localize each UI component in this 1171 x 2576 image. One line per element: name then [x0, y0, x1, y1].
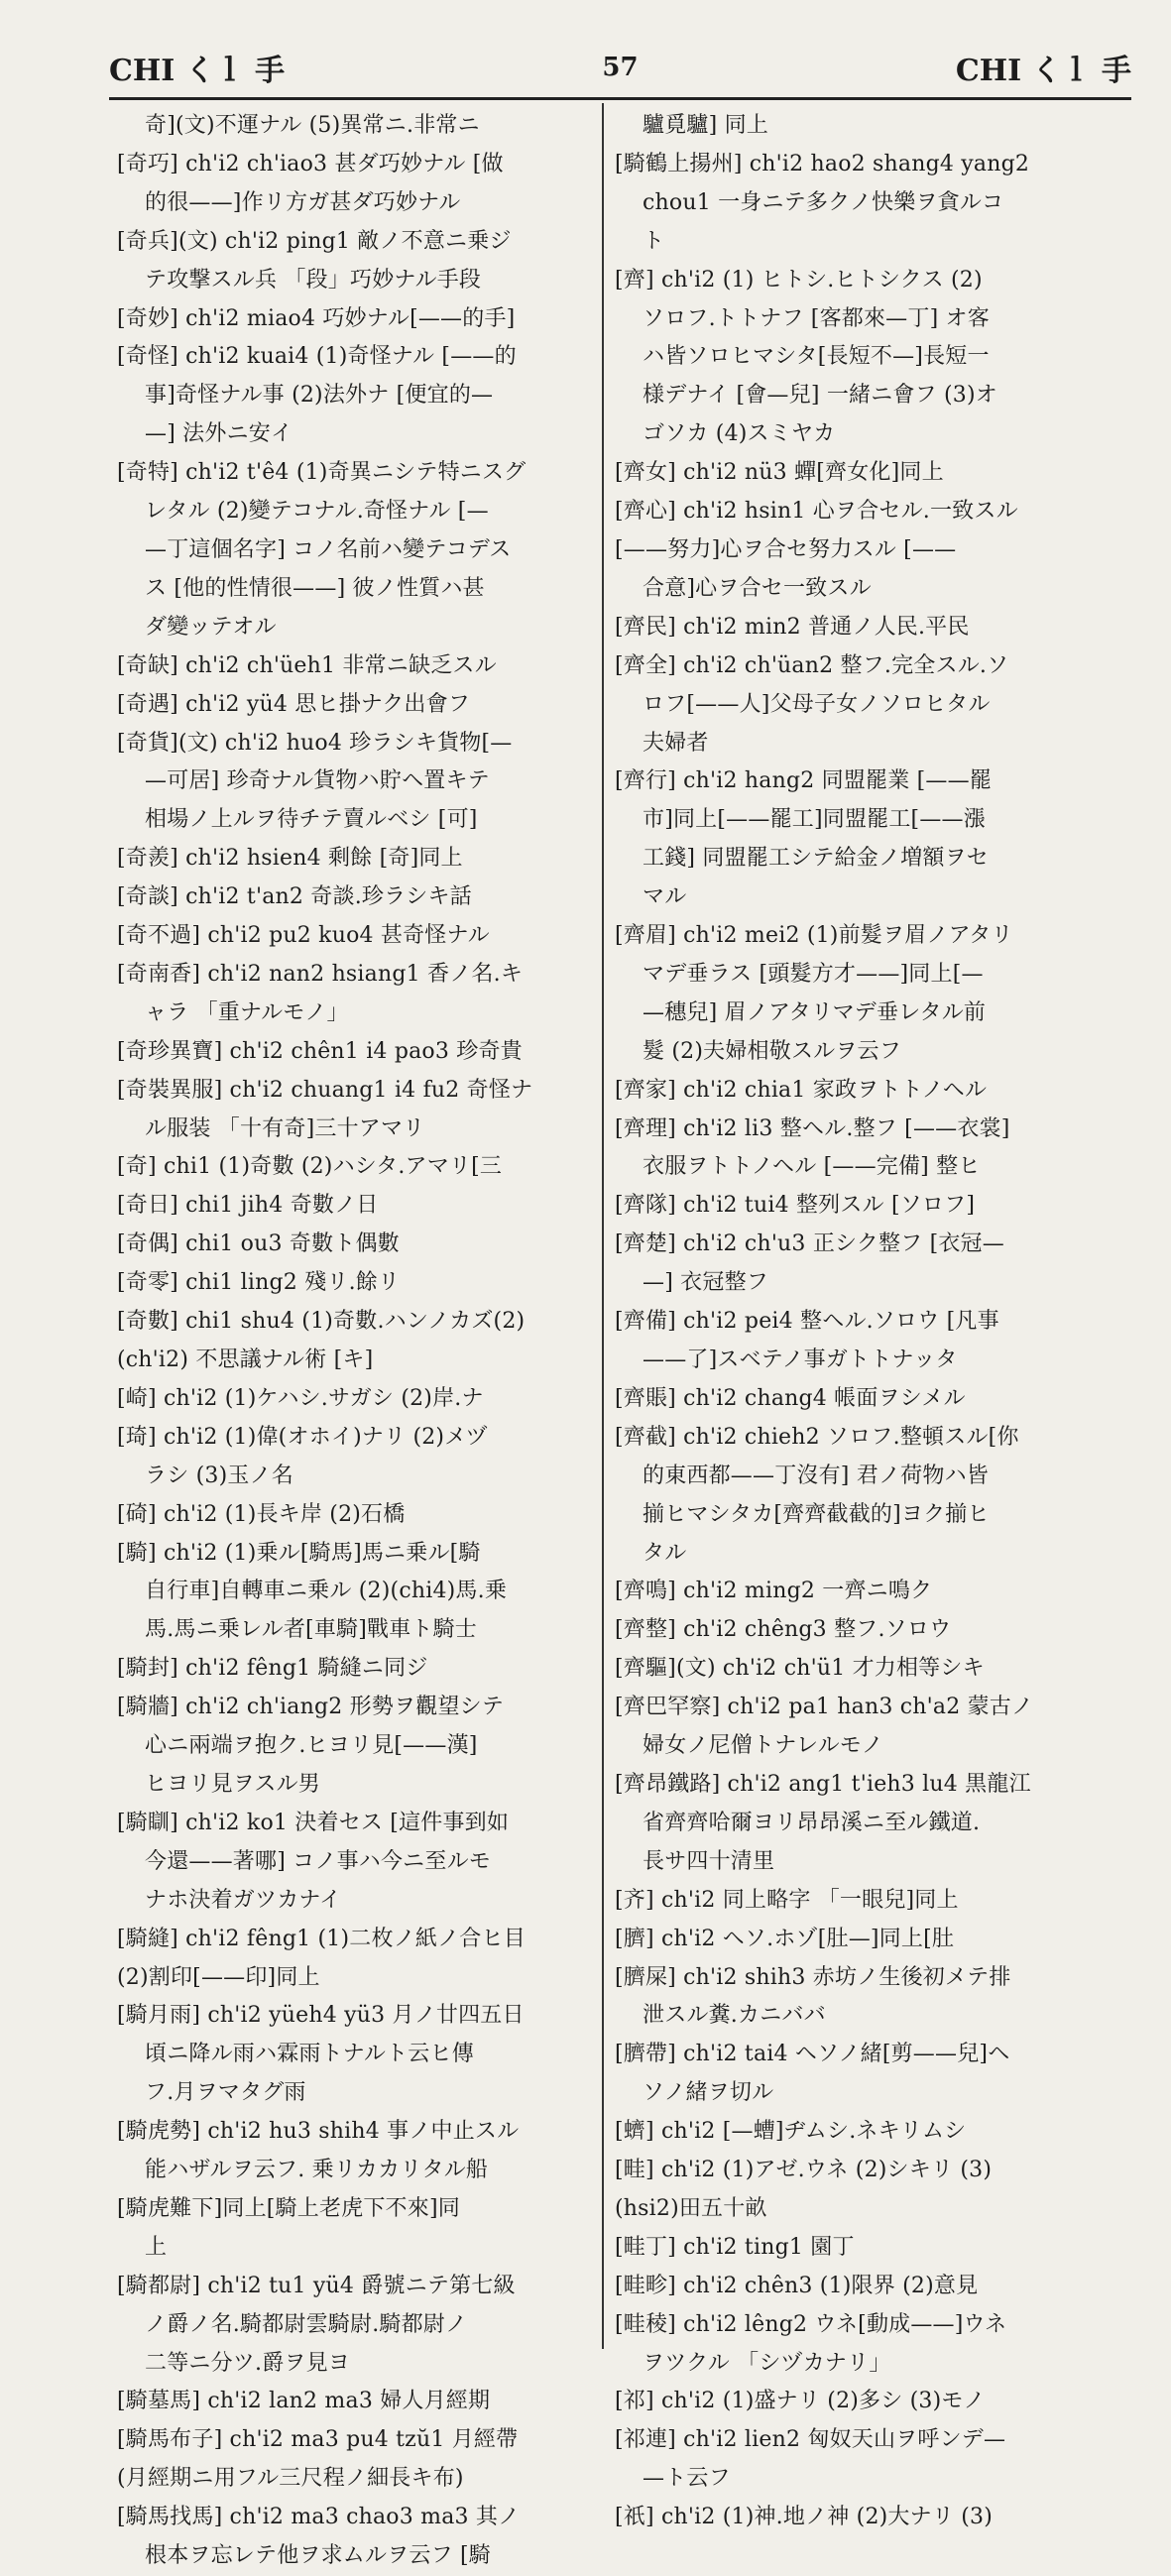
dictionary-line: [齊驅](文) ch'i2 ch'ü1 才力相等シキ — [615, 1656, 985, 1682]
dictionary-line: [崎] ch'i2 (1)ケハシ.サガシ (2)岸.ナ — [117, 1385, 484, 1411]
page-header — [109, 38, 1131, 97]
dictionary-line: 長サ四十清里 — [643, 1848, 775, 1874]
dictionary-line: [齊整] ch'i2 chêng3 整フ.ソロウ — [615, 1617, 952, 1643]
dictionary-line: [奇缺] ch'i2 ch'üeh1 非常ニ缺乏スル — [117, 652, 497, 678]
dictionary-line: [奇怪] ch'i2 kuai4 (1)奇怪ナル [——的 — [117, 344, 517, 370]
dictionary-line: [齊全] ch'i2 ch'üan2 整フ.完全スル.ソ — [615, 652, 1009, 678]
dictionary-line: ス [他的性情很——] 彼ノ性質ハ甚 — [145, 575, 485, 601]
dictionary-line: タル — [643, 1540, 687, 1566]
dictionary-line: [騎馬布子] ch'i2 ma3 pu4 tzŭ1 月經帶 — [117, 2427, 519, 2453]
dictionary-line: 的東西都——丁沒有] 君ノ荷物ハ皆 — [643, 1463, 989, 1488]
dictionary-line: [畦丁] ch'i2 ting1 園丁 — [615, 2234, 855, 2260]
dictionary-line: ——了]スベテノ事ガトトナッタ — [643, 1347, 958, 1372]
dictionary-line: [臍帶] ch'i2 tai4 ヘソノ緒[剪——兒]ヘ — [615, 2042, 1010, 2067]
dictionary-line: ト — [643, 228, 665, 254]
header-right: CHI くｌ 手 — [955, 54, 1131, 88]
dictionary-line: ハ皆ソロヒマシタ[長短不—]長短一 — [643, 344, 990, 370]
dictionary-line: ダ變ッテオル — [145, 614, 277, 640]
dictionary-line: 合意]心ヲ合セ一致スル — [643, 575, 872, 601]
dictionary-line: 根本ヲ忘レテ他ヲ求ムルヲ云フ [騎 — [145, 2543, 491, 2569]
dictionary-line: [畦畛] ch'i2 chên3 (1)限界 (2)意見 — [615, 2273, 979, 2298]
dictionary-line: 夫婦者 — [643, 730, 709, 756]
column-divider — [602, 103, 604, 2349]
dictionary-line: [祇] ch'i2 (1)神.地ノ神 (2)大ナリ (3) — [615, 2505, 993, 2530]
dictionary-line: [祁] ch'i2 (1)盛ナリ (2)多シ (3)モノ — [615, 2389, 986, 2414]
dictionary-line: ヒヨリ見ヲスル男 — [145, 1771, 320, 1797]
dictionary-line: [奇談] ch'i2 t'an2 奇談.珍ラシキ話 — [117, 884, 472, 910]
dictionary-line: [奇不過] ch'i2 pu2 kuo4 甚奇怪ナル — [117, 923, 490, 949]
dictionary-line: [奇日] chi1 jih4 奇數ノ日 — [117, 1193, 379, 1219]
right-column — [615, 107, 1111, 2530]
dictionary-line: —ト云フ — [643, 2466, 731, 2492]
dictionary-line: [齊理] ch'i2 li3 整ヘル.整フ [——衣裳] — [615, 1115, 1010, 1141]
dictionary-line: ル服装 「十有奇]三十アマリ — [145, 1115, 425, 1141]
dictionary-line: [臍屎] ch'i2 shih3 赤坊ノ生後初メテ排 — [615, 1964, 1011, 1990]
dictionary-line: [奇羨] ch'i2 hsien4 剩餘 [奇]同上 — [117, 846, 463, 872]
dictionary-line: マル — [643, 884, 687, 910]
dictionary-line: [齊隊] ch'i2 tui4 整列スル [ソロフ] — [615, 1193, 976, 1219]
header-left: CHI くｌ 手 — [109, 54, 286, 88]
dictionary-line: [齊家] ch'i2 chia1 家政ヲトトノヘル — [615, 1077, 988, 1103]
dictionary-line: [奇遇] ch'i2 yü4 思ヒ掛ナク出會フ — [117, 691, 471, 717]
dictionary-line: [齊] ch'i2 (1) ヒトシ.ヒトシクス (2) — [615, 267, 983, 293]
dictionary-line: [奇數] chi1 shu4 (1)奇數.ハンノカズ(2) — [117, 1309, 526, 1335]
dictionary-line: ソノ緒ヲ切ル — [643, 2080, 774, 2106]
dictionary-line: [齊巴罕察] ch'i2 pa1 han3 ch'a2 蒙古ノ — [615, 1695, 1034, 1720]
dictionary-line: [奇零] chi1 ling2 殘リ.餘リ — [117, 1270, 401, 1296]
dictionary-line: [齐] ch'i2 同上略字 「一眼兒]同上 — [615, 1887, 959, 1913]
dictionary-line: [畦] ch'i2 (1)アゼ.ウネ (2)シキリ (3) — [615, 2158, 993, 2183]
dictionary-line: (ch'i2) 不思議ナル術 [キ] — [117, 1347, 374, 1372]
dictionary-line: ナホ決着ガツカナイ — [145, 1887, 342, 1913]
dictionary-line: [騎封] ch'i2 fêng1 騎縫ニ同ジ — [117, 1656, 428, 1682]
dictionary-line: [騎虎勢] ch'i2 hu3 shih4 事ノ中止スル — [117, 2119, 520, 2145]
dictionary-line: [奇南香] ch'i2 nan2 hsiang1 香ノ名.キ — [117, 961, 524, 987]
dictionary-line: [臍] ch'i2 ヘソ.ホゾ[肚—]同上[肚 — [615, 1926, 955, 1951]
dictionary-line: [騎月雨] ch'i2 yüeh4 yü3 月ノ廿四五日 — [117, 2003, 525, 2029]
dictionary-line: 衣服ヲトトノヘル [——完備] 整ヒ — [643, 1154, 981, 1180]
dictionary-line: [騎墓馬] ch'i2 lan2 ma3 婦人月經期 — [117, 2389, 491, 2414]
dictionary-line: 今還——著哪] コノ事ハ今ニ至ルモ — [145, 1848, 491, 1874]
dictionary-line: [齊心] ch'i2 hsin1 心ヲ合セル.一致スル — [615, 499, 1018, 525]
dictionary-line: ャラ 「重ナルモノ」 — [145, 999, 349, 1025]
dictionary-line: [奇珍異寶] ch'i2 chên1 i4 pao3 珍奇貴 — [117, 1038, 523, 1064]
dictionary-line: [蠐] ch'i2 [—螬]ヂムシ.ネキリムシ — [615, 2119, 967, 2145]
dictionary-line: ヲツクル 「シヅカナリ」 — [643, 2350, 891, 2376]
dictionary-line: 二等ニ分ツ.爵ヲ見ヨ — [145, 2350, 350, 2376]
dictionary-line: 的很——]作リ方ガ甚ダ巧妙ナル — [145, 189, 461, 215]
dictionary-line: [齊昂鐵路] ch'i2 ang1 t'ieh3 lu4 黒龍江 — [615, 1771, 1031, 1797]
dictionary-line: [騎虎難下]同上[騎上老虎下不來]同 — [117, 2195, 460, 2221]
dictionary-line: ソロフ.トトナフ [客都來—丁] オ客 — [643, 305, 990, 331]
dictionary-line: 泄スル糞.カニババ — [643, 2003, 826, 2029]
dictionary-line: [齊賬] ch'i2 chang4 帳面ヲシメル — [615, 1385, 966, 1411]
dictionary-line: 奇](文)不運ナル (5)異常ニ.非常ニ — [145, 113, 480, 138]
dictionary-line: [祁連] ch'i2 lien2 匈奴天山ヲ呼ンデ— — [615, 2427, 1006, 2453]
dictionary-line: [齊楚] ch'i2 ch'u3 正シク整フ [衣冠— — [615, 1231, 1004, 1257]
dictionary-line: [騎都尉] ch'i2 tu1 yü4 爵號ニテ第七級 — [117, 2273, 516, 2298]
dictionary-line: 工錢] 同盟罷工シテ給金ノ増額ヲセ — [643, 846, 989, 872]
dictionary-line: 馬.馬ニ乗レル者[車騎]戰車ト騎士 — [145, 1617, 478, 1643]
dictionary-line: 事]奇怪ナル事 (2)法外ナ [便宜的— — [145, 383, 494, 409]
header-rule — [109, 97, 1131, 100]
dictionary-line: chou1 一身ニテ多クノ快樂ヲ貪ルコ — [643, 189, 1004, 215]
page-number: 57 — [602, 53, 639, 82]
dictionary-line: [奇特] ch'i2 t'ê4 (1)奇異ニシテ特ニスグ — [117, 460, 527, 486]
dictionary-line: —可居] 珍奇ナル貨物ハ貯ヘ置キテ — [145, 768, 490, 794]
dictionary-line: [騎縫] ch'i2 fêng1 (1)二枚ノ紙ノ合ヒ目 — [117, 1926, 526, 1951]
dictionary-line: [騎鶴上揚州] ch'i2 hao2 shang4 yang2 — [615, 151, 1030, 176]
dictionary-line: (hsi2)田五十畝 — [615, 2195, 767, 2221]
dictionary-line: [奇妙] ch'i2 miao4 巧妙ナル[——的手] — [117, 305, 516, 331]
dictionary-line: 能ハザルヲ云フ. 乗リカカリタル船 — [145, 2158, 489, 2183]
dictionary-line: 心ニ兩端ヲ抱ク.ヒヨリ見[——漢] — [145, 1733, 478, 1759]
dictionary-line: 婦女ノ尼僧トナレルモノ — [643, 1733, 883, 1759]
dictionary-line: [奇] chi1 (1)奇數 (2)ハシタ.アマリ[三 — [117, 1154, 503, 1180]
dictionary-line: [奇偶] chi1 ou3 奇數ト偶數 — [117, 1231, 400, 1257]
dictionary-line: [畦稜] ch'i2 lêng2 ウネ[動成——]ウネ — [615, 2311, 1007, 2337]
dictionary-line: ラシ (3)玉ノ名 — [145, 1463, 293, 1488]
dictionary-line: [奇兵](文) ch'i2 ping1 敵ノ不意ニ乗ジ — [117, 228, 512, 254]
dictionary-line: レタル (2)變テコナル.奇怪ナル [— — [145, 499, 489, 525]
dictionary-line: [奇巧] ch'i2 ch'iao3 甚ダ巧妙ナル [做 — [117, 151, 504, 176]
dictionary-line: —丁這個名字] コノ名前ハ變テコデス — [145, 536, 512, 562]
dictionary-line: 揃ヒマシタカ[齊齊截截的]ヨク揃ヒ — [643, 1501, 990, 1527]
dictionary-line: 髮 (2)夫婦相敬スルヲ云フ — [643, 1038, 901, 1064]
dictionary-line: 頃ニ降ル雨ハ霖雨トナルト云ヒ傳 — [145, 2042, 474, 2067]
dictionary-line: ゴソカ (4)スミヤカ — [643, 421, 836, 447]
dictionary-line: ノ爵ノ名.騎都尉雲騎尉.騎都尉ノ — [145, 2311, 468, 2337]
dictionary-line: 様デナイ [會—兒] 一緒ニ會フ (3)オ — [643, 383, 997, 409]
dictionary-line: —] 衣冠整フ — [643, 1270, 768, 1296]
dictionary-line: [騎] ch'i2 (1)乗ル[騎馬]馬ニ乗ル[騎 — [117, 1540, 481, 1566]
dictionary-line: (2)割印[——印]同上 — [117, 1964, 320, 1990]
dictionary-line: [齊截] ch'i2 chieh2 ソロフ.整頓スル[你 — [615, 1424, 1019, 1450]
dictionary-line: [齊行] ch'i2 hang2 同盟罷業 [——罷 — [615, 768, 993, 794]
dictionary-line: [奇裝異服] ch'i2 chuang1 i4 fu2 奇怪ナ — [117, 1077, 533, 1103]
dictionary-line: [騎牆] ch'i2 ch'iang2 形勢ヲ觀望シテ — [117, 1695, 505, 1720]
dictionary-line: テ攻撃スル兵 「段」巧妙ナル手段 — [145, 267, 482, 293]
dictionary-line: [騎瞓] ch'i2 ko1 決着セス [這件事到如 — [117, 1810, 510, 1835]
dictionary-line: [琦] ch'i2 (1)偉(オホイ)ナリ (2)メヅ — [117, 1424, 488, 1450]
dictionary-line: [騎馬找馬] ch'i2 ma3 chao3 ma3 其ノ — [117, 2505, 521, 2530]
dictionary-line: [齊民] ch'i2 min2 普通ノ人民.平民 — [615, 614, 970, 640]
dictionary-line: [齊備] ch'i2 pei4 整ヘル.ソロウ [凡事 — [615, 1309, 999, 1335]
dictionary-line: 市]同上[——罷工]同盟罷工[——漲 — [643, 807, 986, 833]
dictionary-line: フ.月ヲマタグ雨 — [145, 2080, 306, 2106]
dictionary-line: 自行車]自轉車ニ乗ル (2)(chi4)馬.乗 — [145, 1579, 508, 1604]
dictionary-line: [碕] ch'i2 (1)長キ岸 (2)石橋 — [117, 1501, 406, 1527]
dictionary-line: マデ垂ラス [頭髮方才——]同上[— — [643, 961, 984, 987]
dictionary-line: [齊女] ch'i2 nü3 蟬[齊女化]同上 — [615, 460, 944, 486]
left-column — [117, 107, 613, 2569]
dictionary-line: (月經期ニ用フル三尺程ノ細長キ布) — [117, 2466, 464, 2492]
dictionary-line: 上 — [145, 2234, 168, 2260]
dictionary-line: 省齊齊哈爾ヨリ昂昂溪ニ至ル鐵道. — [643, 1810, 981, 1835]
dictionary-line: —] 法外ニ安イ — [145, 421, 293, 447]
dictionary-line: —穗兒] 眉ノアタリマデ垂レタル前 — [643, 999, 987, 1025]
dictionary-line: [齊鳴] ch'i2 ming2 一齊ニ鳴ク — [615, 1579, 933, 1604]
dictionary-line: [奇貨](文) ch'i2 huo4 珍ラシキ貨物[— — [117, 730, 513, 756]
dictionary-line: [——努力]心ヲ合セ努力スル [—— — [615, 536, 957, 562]
dictionary-line: 相場ノ上ルヲ待チテ賣ルベシ [可] — [145, 807, 478, 833]
dictionary-line: ロフ[——人]父母子女ノソロヒタル — [643, 691, 991, 717]
dictionary-line: [齊眉] ch'i2 mei2 (1)前髮ヲ眉ノアタリ — [615, 923, 1013, 949]
dictionary-line: 驢覓驢] 同上 — [643, 113, 768, 138]
